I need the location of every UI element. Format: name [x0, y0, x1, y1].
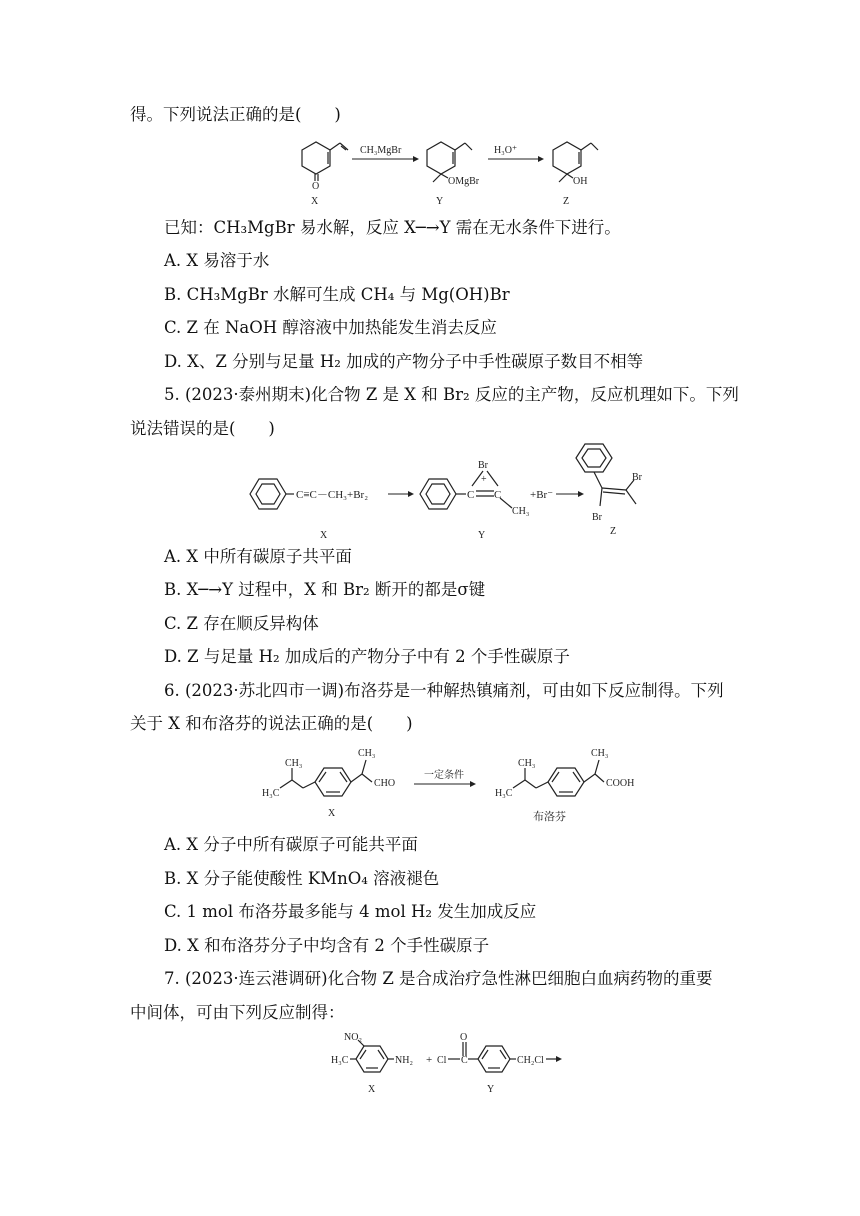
q5-y-c2: C — [494, 489, 502, 501]
q4-option-d: D. X、Z 分别与足量 H₂ 加成的产物分子中手性碳原子数目不相等 — [164, 352, 644, 371]
q6-p-h3c: H₃C — [495, 788, 513, 799]
q4-reaction-scheme — [0, 128, 860, 208]
q5-stem-line1: 5. (2023·泰州期末)化合物 Z 是 X 和 Br₂ 反应的主产物，反应机理如下。下列 — [164, 385, 739, 404]
q5-stem-line2: 说法错误的是( ) — [130, 419, 275, 438]
q4-label-y: Y — [436, 196, 444, 207]
q5-y-ch3: CH₃ — [512, 506, 530, 517]
q7-stem-line1: 7. (2023·连云港调研)化合物 Z 是合成治疗急性淋巴细胞白血病药物的重要 — [164, 969, 713, 988]
q7-x-no2: NO₂ — [344, 1032, 362, 1043]
q5-option-b: B. X─→Y 过程中，X 和 Br₂ 断开的都是σ键 — [164, 580, 486, 599]
q4-reagent-2: H₃O⁺ — [494, 145, 518, 156]
q6-reaction-scheme — [0, 738, 860, 828]
q4-x-oxygen: O — [312, 181, 320, 192]
q5-option-c: C. Z 存在顺反异构体 — [164, 614, 319, 633]
q7-plus: + — [426, 1054, 433, 1066]
q4-molecule-x — [302, 142, 348, 181]
q6-x-cho: CHO — [374, 778, 396, 789]
q7-y-oxygen: O — [460, 1032, 468, 1043]
q5-label-y: Y — [478, 530, 486, 541]
q5-molecule-x-ring — [250, 479, 286, 509]
q4-option-b: B. CH₃MgBr 水解可生成 CH₄ 与 Mg(OH)Br — [164, 285, 510, 304]
q5-y-plus: + — [481, 474, 487, 485]
q4-stem-tail: 得。下列说法正确的是( ) — [130, 105, 341, 124]
q5-label-z: Z — [610, 526, 617, 537]
q5-y-br: Br — [478, 460, 488, 471]
q6-x-h3c: H₃C — [262, 788, 280, 799]
q4-label-x: X — [311, 196, 319, 207]
q6-x-ch3-top: CH₃ — [358, 748, 376, 759]
q6-p-ch3-top: CH₃ — [591, 748, 609, 759]
q7-x-h3c: H₃C — [331, 1055, 349, 1066]
q4-label-z: Z — [563, 196, 570, 207]
q4-note: 已知：CH₃MgBr 易水解，反应 X─→Y 需在无水条件下进行。 — [164, 218, 621, 237]
q5-reaction-scheme — [0, 446, 860, 546]
q6-option-c: C. 1 mol 布洛芬最多能与 4 mol H₂ 发生加成反应 — [164, 902, 537, 921]
q4-option-c: C. Z 在 NaOH 醇溶液中加热能发生消去反应 — [164, 318, 497, 337]
q5-z-br1: Br — [632, 472, 642, 483]
q7-label-y: Y — [487, 1084, 495, 1095]
q6-p-cooh: COOH — [606, 778, 635, 789]
q5-option-a: A. X 中所有碳原子共平面 — [164, 547, 352, 566]
q4-y-omgbr: OMgBr — [448, 176, 480, 187]
q5-x-chain: C≡C－CH₃+Br₂ — [296, 489, 369, 501]
q5-plus-br: +Br⁻ — [530, 489, 554, 501]
q6-option-d: D. X 和布洛芬分子中均含有 2 个手性碳原子 — [164, 936, 490, 955]
q6-p-ch3-iso: CH₃ — [518, 758, 536, 769]
q5-option-d: D. Z 与足量 H₂ 加成后的产物分子中有 2 个手性碳原子 — [164, 647, 570, 666]
q5-label-x: X — [320, 530, 328, 541]
q6-condition: 一定条件 — [424, 770, 464, 781]
q7-reaction-scheme — [0, 1030, 860, 1100]
q7-y-c: C — [461, 1055, 468, 1066]
q7-stem-line2: 中间体，可由下列反应制得： — [130, 1003, 345, 1022]
q6-option-a: A. X 分子中所有碳原子可能共平面 — [164, 835, 418, 854]
q4-option-a: A. X 易溶于水 — [164, 251, 270, 270]
q7-x-nh2: NH₂ — [395, 1055, 413, 1066]
q6-stem-line1: 6. (2023·苏北四市一调)布洛芬是一种解热镇痛剂，可由如下反应制得。下列 — [164, 681, 724, 700]
q5-molecule-z — [576, 444, 636, 506]
q4-z-oh: OH — [573, 176, 588, 187]
q5-y-c1: C — [467, 489, 475, 501]
q5-z-br2: Br — [592, 512, 602, 523]
q7-y-cl: Cl — [437, 1055, 447, 1066]
q4-reagent-1: CH₃MgBr — [360, 145, 402, 156]
q6-option-b: B. X 分子能使酸性 KMnO₄ 溶液褪色 — [164, 869, 440, 888]
q6-stem-line2: 关于 X 和布洛芬的说法正确的是( ) — [130, 714, 413, 733]
q7-y-ch2cl: CH₂Cl — [517, 1055, 544, 1066]
q7-label-x: X — [368, 1084, 376, 1095]
q7-molecule-x — [350, 1040, 394, 1072]
q6-label-product: 布洛芬 — [533, 811, 566, 823]
q6-label-x: X — [328, 808, 336, 819]
q6-x-ch3-iso: CH₃ — [285, 758, 303, 769]
